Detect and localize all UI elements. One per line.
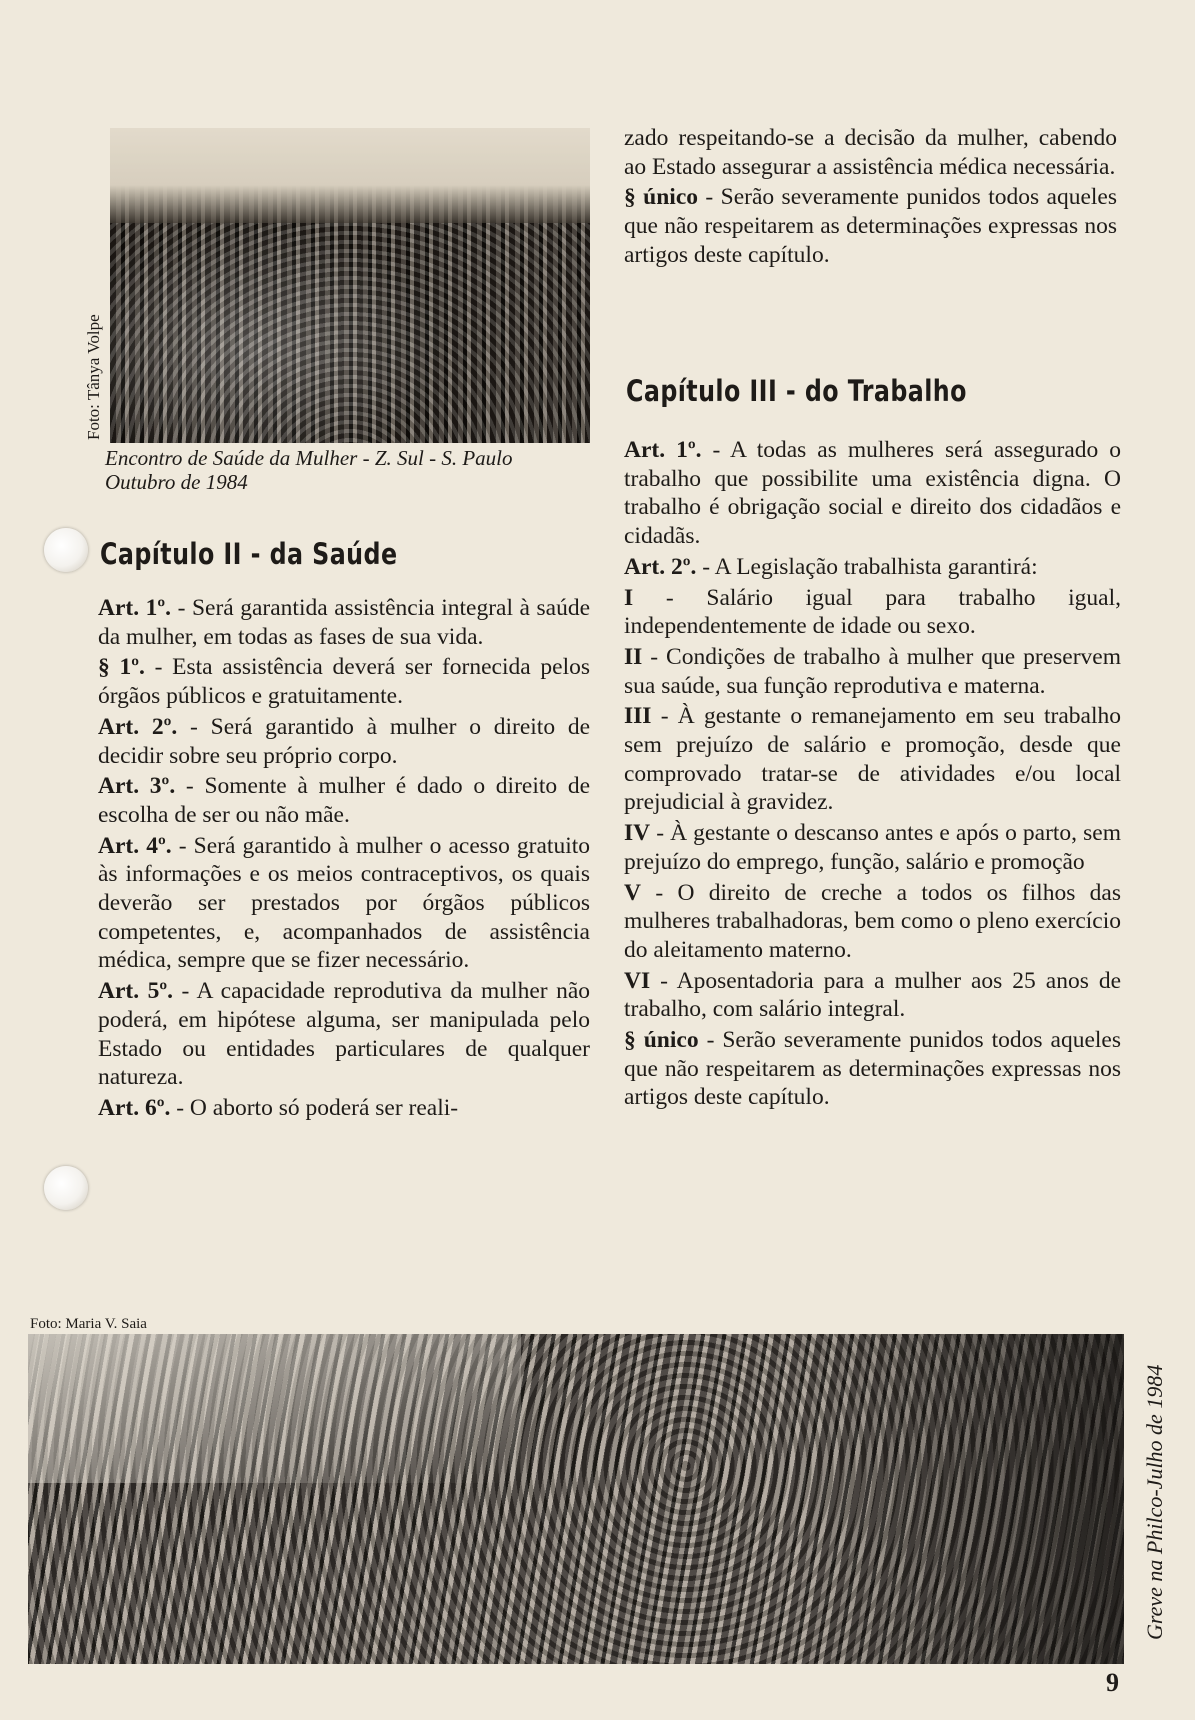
ch3-item-iv: IV - À gestante o descanso antes e após o parto, sem prejuízo do emprego, função, salário e promoção (624, 820, 1122, 875)
ch2-art6-end: zado respeitando-se a decisão da mulher, cabendo ao Estado assegurar a assistência médica necessária. (624, 125, 1117, 180)
chapter-3-title: Capítulo III - do Trabalho (626, 374, 967, 408)
ch3-item-v: V - O direito de creche a todos os filhos das mulheres trabalhadoras, bem como o pleno exercício do aleitamento materno. (624, 879, 1121, 963)
right-column-top (624, 124, 1117, 272)
page-number: 9 (1106, 1668, 1119, 1697)
photo-credit-top: Foto: Tânya Volpe (84, 314, 103, 440)
ch2-art6-start: Art. 6º. - O aborto só poderá ser reali- (98, 1094, 459, 1121)
photo-caption (105, 446, 605, 494)
ch2-art1: Art. 1º. - Será garantida assistência integral à saúde da mulher, em todas as fases de sua vida. (98, 595, 591, 650)
binder-hole-icon (44, 528, 88, 572)
binder-hole-icon (44, 1166, 88, 1210)
ch3-art1: Art. 1º. - A todas as mulheres será assegurado o trabalho que possibilite uma existência digna. O trabalho é obrigação social e direito dos cidadãos e cidadãs. (624, 437, 1121, 550)
ch2-art2: Art. 2º. - Será garantido à mulher o direito de decidir sobre seu próprio corpo. (98, 713, 591, 769)
caption-line-2: Outubro de 1984 (105, 470, 248, 494)
meeting-photo (110, 128, 590, 443)
ch2-art4: Art. 4º. - Será garantido à mulher o acesso gratuito às informações e os meios contraceptivos, os quais deverão ser prestados por órgãos públicos competentes, e, acompanhados de assistência médica, sempre que se fizer necessário. (98, 832, 591, 974)
strike-photo (28, 1334, 1124, 1664)
caption-line-1: Encontro de Saúde da Mulher - Z. Sul - S. Paulo (105, 446, 513, 470)
side-caption: Greve na Philco-Julho de 1984 (1142, 1364, 1167, 1640)
photo-credit-bottom: Foto: Maria V. Saia (30, 1316, 147, 1332)
ch2-art3: Art. 3º. - Somente à mulher é dado o direito de escolha de ser ou não mãe. (98, 773, 591, 828)
ch3-item-ii: II - Condições de trabalho à mulher que preservem sua saúde, sua função reprodutiva e materna. (624, 643, 1121, 699)
ch3-item-iii: III - À gestante o remanejamento em seu trabalho sem prejuízo de salário e promoção, desde que comprovado tratar-se de atividades e/ou local prejudicial à gravidez. (624, 703, 1122, 816)
right-column (624, 436, 1121, 1114)
ch2-par1: § 1º. - Esta assistência deverá ser fornecida pelos órgãos públicos e gratuitamente. (98, 654, 591, 710)
ch3-item-vi: VI - Aposentadoria para a mulher aos 25 anos de trabalho, com salário integral. (624, 967, 1121, 1023)
ch2-unico: § único - Serão severamente punidos todos aqueles que não respeitarem as determinações expressas nos artigos deste capítulo. (624, 184, 1118, 268)
chapter-2-title: Capítulo II - da Saúde (100, 537, 398, 571)
ch3-item-i: I - Salário igual para trabalho igual, independentemente de idade ou sexo. (624, 584, 1121, 640)
ch2-art5: Art. 5º. - A capacidade reprodutiva da mulher não poderá, em hipótese alguma, ser manipulada pelo Estado ou entidades particulares de qualquer natureza. (98, 978, 591, 1091)
ch3-unico: § único - Serão severamente punidos todos aqueles que não respeitarem as determinações expressas nos artigos deste capítulo. (624, 1027, 1122, 1111)
ch3-art2: Art. 2º. - A Legislação trabalhista garantirá: (624, 553, 1038, 580)
left-column (98, 594, 590, 1125)
